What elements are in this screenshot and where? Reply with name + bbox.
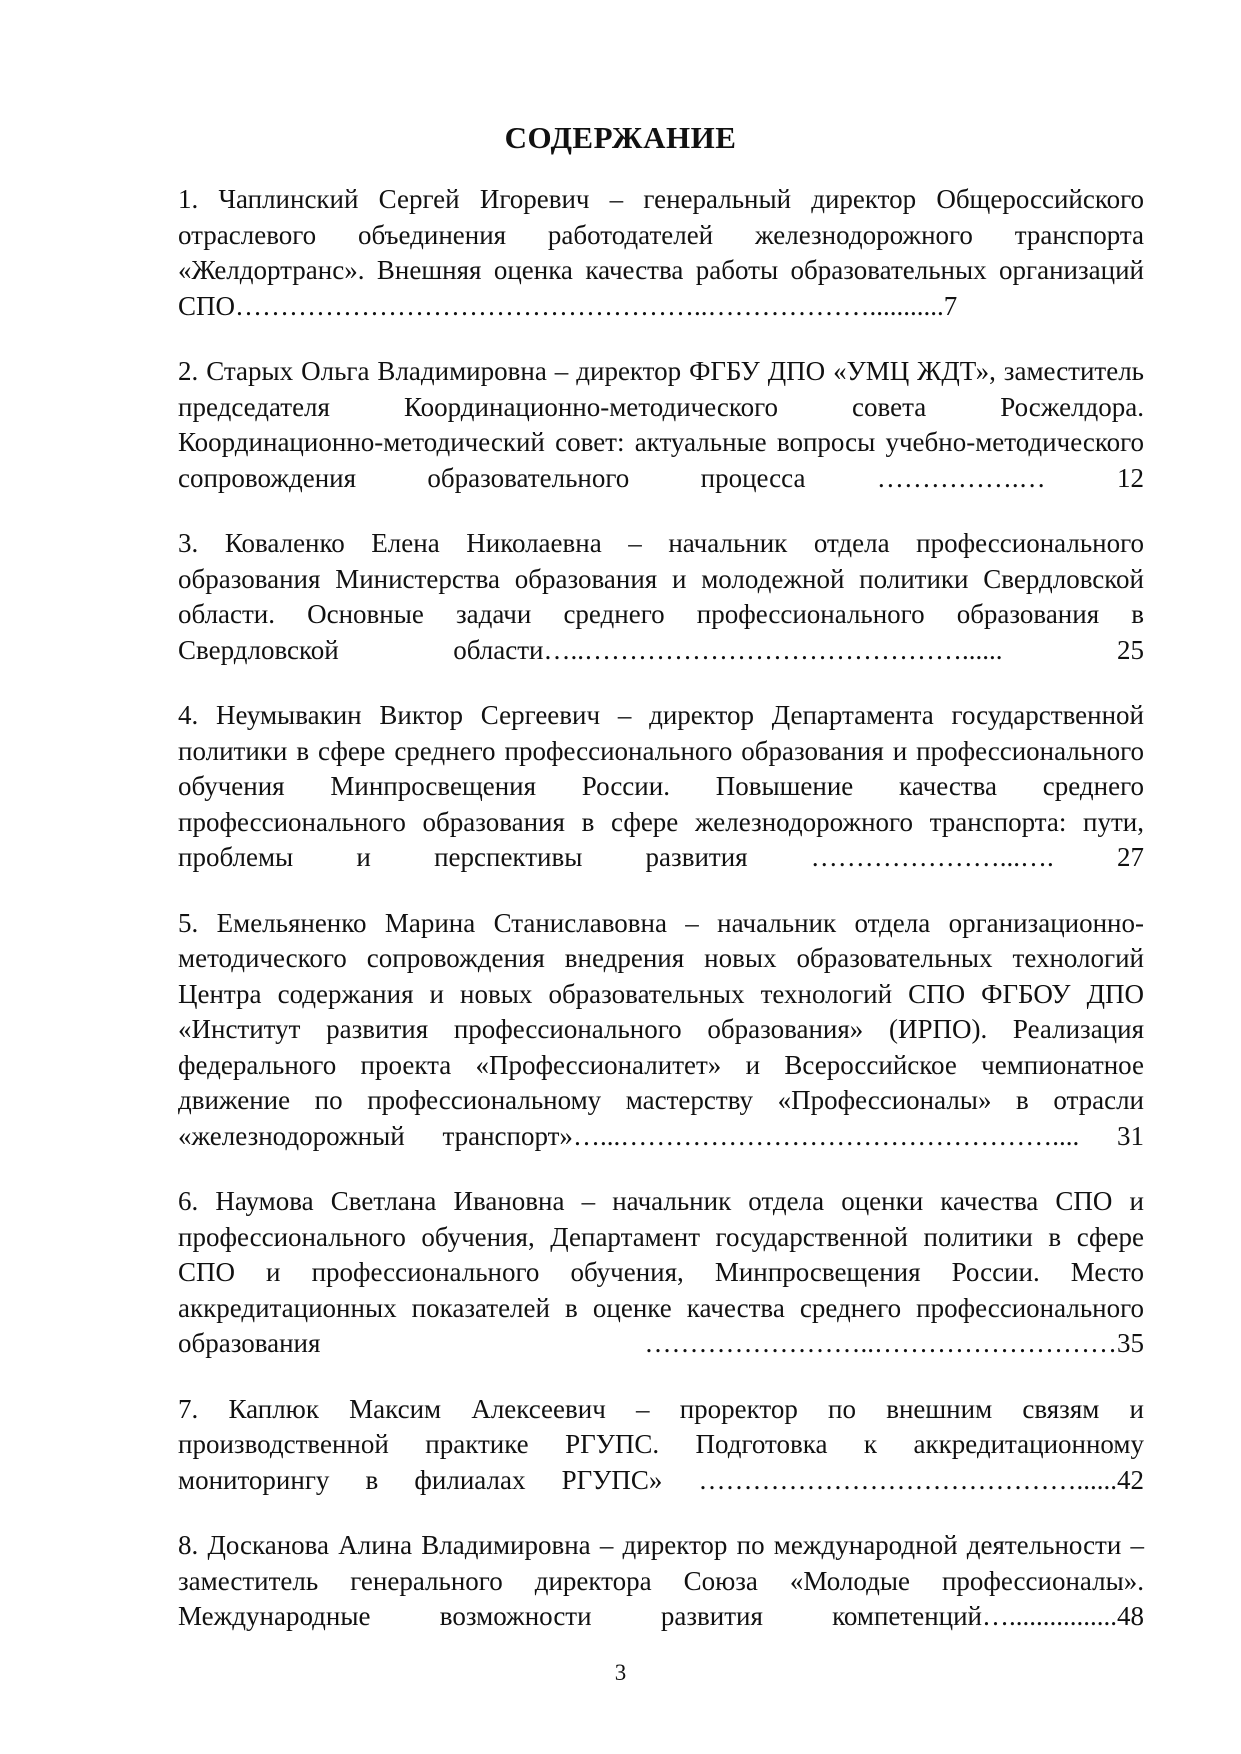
toc-entry-text: Досканова Алина Владимировна – директор по международной деятельности – заместитель генерального директора Союза «Молодые профессионалы». Международные возможности развития компетенций xyxy=(178,1530,1144,1631)
toc-page-ref: 42 xyxy=(1117,1464,1144,1495)
toc-entry-number: 7. xyxy=(178,1393,199,1424)
toc-entry-number: 8. xyxy=(178,1530,199,1560)
toc-page-ref: 25 xyxy=(1117,634,1144,665)
table-of-contents xyxy=(178,182,1144,1665)
toc-page-ref: 12 xyxy=(1117,462,1144,493)
page-title: СОДЕРЖАНИЕ xyxy=(504,120,737,155)
toc-entry-text: Коваленко Елена Николаевна – начальник отдела профессионального образования Министерства образования и молодежной политики Свердловской области. Основные задачи среднего профессионального образования в Свердловской области xyxy=(178,528,1144,665)
toc-leader-dots: …................ xyxy=(982,1601,1117,1631)
toc-entry-number: 5. xyxy=(178,907,199,938)
toc-entry-8[interactable] xyxy=(178,1528,1144,1635)
toc-leader-dots: …………………...…. xyxy=(810,842,1117,872)
toc-entry-text: Наумова Светлана Ивановна – начальник отдела оценки качества СПО и профессионального обучения, Департамент государственной политики в сфере СПО и профессионального обучения, Минпросвещения России. Место аккредитационных показателей в оценке качества среднего профессионального образования xyxy=(178,1186,1145,1358)
toc-leader-dots: …………….… xyxy=(876,462,1117,493)
toc-entry-number: 6. xyxy=(178,1186,199,1216)
toc-entry-1[interactable] xyxy=(178,182,1144,324)
toc-page-ref: 31 xyxy=(1117,1120,1145,1151)
toc-entry-text: Чаплинский Сергей Игоревич – генеральный директор Общероссийского отраслевого объединения работодателей железнодорожного транспорта «Желдортранс». Внешняя оценка качества работы образовательных организаций СПО xyxy=(178,184,1145,321)
toc-entry-number: 1. xyxy=(178,184,199,214)
toc-entry-number: 2. xyxy=(178,356,199,386)
toc-leader-dots: …...………………………………………….... xyxy=(572,1120,1118,1151)
toc-page-ref: 27 xyxy=(1117,842,1144,872)
toc-leader-dots: ……………………………………...... xyxy=(698,1464,1117,1495)
toc-leader-dots: ……………………..……………………… xyxy=(644,1328,1117,1358)
toc-page-ref: 35 xyxy=(1117,1328,1144,1358)
toc-leader-dots: …..……………………………………...... xyxy=(543,634,1117,665)
page-number: 3 xyxy=(614,1660,627,1685)
toc-entry-number: 4. xyxy=(178,700,199,730)
toc-entry-3[interactable] xyxy=(178,526,1144,668)
toc-entry-number: 3. xyxy=(178,528,199,558)
toc-entry-text: Каплюк Максим Алексеевич – проректор по внешним связям и производственной практике РГУПС. Подготовка к аккредитационному мониторингу в филиалах РГУПС» xyxy=(178,1393,1145,1495)
toc-page-ref: 48 xyxy=(1117,1601,1144,1631)
toc-entry-6[interactable] xyxy=(178,1184,1144,1362)
toc-leader-dots: ……………………………………………..………………........... xyxy=(235,290,944,321)
toc-entry-7[interactable] xyxy=(178,1392,1144,1499)
toc-entry-4[interactable] xyxy=(178,698,1144,876)
toc-entry-2[interactable] xyxy=(178,354,1144,496)
toc-entry-text: Емельяненко Марина Станиславовна – начальник отдела организационно-методического сопровождения внедрения новых образовательных технологий Центра содержания и новых образовательных технологий СПО ФГБОУ ДПО «Институт развития профессионального образования» (ИРПО). Реализация федерального проекта «Профессионалитет» и Всероссийское чемпионатное движение по профессиональному мастерству «Профессионалы» в отрасли «железнодорожный транспорт» xyxy=(178,907,1144,1151)
toc-entry-text: Неумывакин Виктор Сергеевич – директор Департамента государственной политики в сфере среднего профессионального образования и профессионального обучения Минпросвещения России. Повышение качества среднего профессионального образования в сфере железнодорожного транспорта: пути, проблемы и перспективы развития xyxy=(178,700,1144,872)
toc-entry-text: Старых Ольга Владимировна – директор ФГБУ ДПО «УМЦ ЖДТ», заместитель председателя Координационно-методического совета Росжелдора. Координационно-методический совет: актуальные вопросы учебно-методического сопровождения образовательного процесса xyxy=(178,356,1145,493)
toc-page-ref: 7 xyxy=(943,290,958,321)
toc-entry-5[interactable] xyxy=(178,906,1144,1155)
